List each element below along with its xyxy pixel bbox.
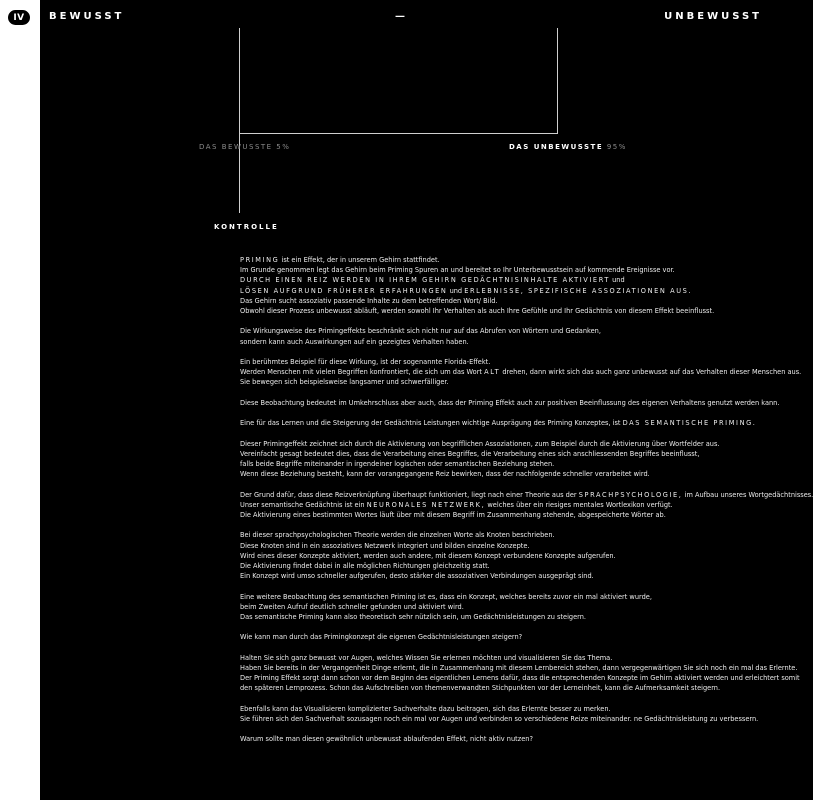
paragraph-8	[240, 530, 790, 581]
unconscious-label	[509, 143, 627, 151]
paragraph-13	[240, 734, 790, 744]
text: Der Grund dafür, dass diese Reizverknüpfung überhaupt funktioniert, liegt nach einer Theorie aus der	[240, 490, 577, 499]
text-line: Obwohl dieser Prozess unbewusst abläuft, werden sowohl Ihr Verhalten als auch Ihre Gefühle und Ihr Gedächtnis von diesem Effekt beeinflusst.	[240, 307, 715, 316]
emphasis: LÖSEN AUFGRUND FRÜHERER ERFAHRUNGEN	[240, 286, 448, 295]
header-left-title: BEWUSST	[49, 11, 125, 22]
text: Unser semantische Gedächtnis ist ein	[240, 500, 365, 509]
text-line: Im Grunde genommen legt das Gehirn beim Priming Spuren an und bereitet so Ihr Unterbewusstsein auf kommende Ereignisse vor.	[240, 266, 675, 275]
text-line: Ebenfalls kann das Visualisieren komplizierter Sachverhalte dazu beitragen, sich das Erlernte besser zu merken.	[240, 704, 611, 713]
emphasis: PRIMING	[240, 256, 280, 264]
paragraph-1	[240, 255, 790, 316]
control-label: KONTROLLE	[214, 223, 279, 231]
article-body	[240, 255, 813, 755]
text-line: Diese Knoten sind in ein assoziatives Netzwerk integriert und bilden einzelne Konzepte.	[240, 541, 530, 550]
text-line: beim Zweiten Aufruf deutlich schneller gefunden und aktiviert wird.	[240, 602, 464, 611]
text-line	[240, 286, 790, 296]
text-line: Die Aktivierung findet dabei in alle möglichen Richtungen gleichzeitig statt.	[240, 561, 490, 570]
header-dash: —	[395, 11, 405, 22]
text-line: Wie kann man durch das Primingkonzept die eigenen Gedächtnisleistungen steigern?	[240, 633, 523, 642]
text: und	[447, 286, 465, 295]
emphasis: DAS SEMANTISCHE PRIMING.	[622, 419, 757, 428]
unconscious-percent: 95%	[606, 143, 627, 151]
text-line: Vereinfacht gesagt bedeutet dies, dass die Verarbeitung eines Begriffes, die Verarbeitung eines sich anschliessenden Begriffes beeinflusst,	[240, 449, 700, 458]
text-line: sondern kann auch Auswirkungen auf ein gezeigtes Verhalten haben.	[240, 337, 469, 346]
diagram-left-line	[239, 28, 240, 213]
text-line: Haben Sie bereits in der Vergangenheit Dinge erlernt, die in Zusammenhang mit diesem Lernbereich stehen, dann vergegenwärtigen Sie sich noch ein mal das Erlernte.	[240, 663, 798, 672]
diagram-right-line	[557, 28, 558, 133]
text: ist ein Effekt, der in unserem Gehirn stattfindet.	[279, 256, 440, 264]
text-line: den späteren Lernprozess. Schon das Aufschreiben von themenverwandten Stichpunkten vor der Lerneinheit, kann die Aufmerksamkeit steigern.	[240, 684, 721, 693]
emphasis: NEURONALES NETZWERK,	[366, 500, 486, 509]
conscious-label: DAS BEWUSSTE 5%	[199, 143, 291, 151]
diagram-bottom-line	[239, 133, 558, 134]
text-line: Ein berühmtes Beispiel für diese Wirkung, ist der sogenannte Florida-Effekt.	[240, 358, 491, 366]
text-line	[240, 418, 790, 428]
text-line	[240, 500, 790, 510]
text-line	[240, 490, 813, 500]
text-line: Das Gehirn sucht assoziativ passende Inhalte zu dem betreffenden Wort/ Bild.	[240, 296, 498, 305]
text-line: Die Aktivierung eines bestimmten Wortes läuft über mit diesem Begriff im Zusammenhang stehende, abgespeicherte Wörter ab.	[240, 510, 666, 519]
text-line: Sie bewegen sich beispielsweise langsamer und schwerfälliger.	[240, 378, 449, 387]
text-line: Ein Konzept wird umso schneller aufgerufen, desto stärker die assoziativen Verbindungen ausgeprägt sind.	[240, 572, 594, 581]
paragraph-12	[240, 704, 790, 724]
text-line: Sie führen sich den Sachverhalt sozusagen noch ein mal vor Augen und verbinden so verschiedene Reize miteinander. ne Gedächtnisleistung zu verbessern.	[240, 714, 759, 723]
paragraph-7	[240, 490, 813, 521]
text: drehen, dann wirkt sich das auch ganz unbewusst auf das Verhalten dieser Menschen aus.	[502, 368, 802, 377]
paragraph-6	[240, 439, 790, 480]
header-right-title: UNBEWUSST	[664, 11, 762, 22]
text-line: Wird eines dieser Konzepte aktiviert, werden auch andere, mit diesem Konzept verbundene Konzepte aufgerufen.	[240, 551, 616, 560]
emphasis: ALT	[484, 368, 501, 377]
paragraph-9	[240, 592, 790, 623]
left-margin-strip	[0, 0, 40, 800]
text-line: Halten Sie sich ganz bewusst vor Augen, welches Wissen Sie erlernen möchten und visualisieren Sie das Thema.	[240, 653, 613, 662]
text-line	[240, 275, 790, 285]
text-line: Das semantische Priming kann also theoretisch sehr nützlich sein, um Gedächtnisleistungen zu steigern.	[240, 612, 587, 621]
unconscious-label-text: DAS UNBEWUSSTE	[509, 143, 604, 151]
text-line: Bei dieser sprachpsychologischen Theorie werden die einzelnen Worte als Knoten beschrieben.	[240, 531, 555, 540]
paragraph-5	[240, 418, 790, 428]
paragraph-11	[240, 653, 800, 694]
text-line	[240, 255, 790, 265]
text: im Aufbau unseres Wortgedächtnisses.	[684, 490, 813, 499]
text: Eine für das Lernen und die Steigerung der Gedächtnis Leistungen wichtige Ausprägung des Priming Konzeptes, ist	[240, 419, 621, 428]
paragraph-4	[240, 398, 790, 408]
text: welches über ein riesiges mentales Wortlexikon verfügt.	[487, 500, 673, 509]
chapter-badge: IV	[8, 10, 30, 25]
text-line: Der Priming Effekt sorgt dann schon vor dem Beginn des eigentlichen Lernens dafür, dass die entsprechenden Konzepte im Gehirn aktiviert werden und erleichtert somit	[240, 674, 800, 683]
emphasis: ERLEBNISSE, SPEZIFISCHE ASSOZIATIONEN AUS.	[464, 286, 693, 295]
text-line: Dieser Primingeffekt zeichnet sich durch die Aktivierung von begrifflichen Assoziationen, zum Beispiel durch die Aktivierung über Wortfelder aus.	[240, 439, 720, 448]
paragraph-2	[240, 326, 790, 346]
text-line: Diese Beobachtung bedeutet im Umkehrschluss aber auch, dass der Priming Effekt auch zur positiven Beeinflussung des eigenen Verhaltens genutzt werden kann.	[240, 398, 780, 407]
emphasis: SPRACHPSYCHOLOGIE,	[578, 490, 683, 499]
paragraph-10	[240, 632, 790, 642]
emphasis: DURCH EINEN REIZ WERDEN IN IHREM GEHIRN GEDÄCHTNISINHALTE AKTIVIERT	[240, 276, 611, 285]
text-line: Wenn diese Beziehung besteht, kann der vorangegangene Reiz bewirken, dass der nachfolgende schneller verarbeitet wird.	[240, 470, 650, 479]
text-line: Die Wirkungsweise des Primingeffekts beschränkt sich nicht nur auf das Abrufen von Wörtern und Gedanken,	[240, 327, 601, 336]
text-line	[240, 367, 802, 377]
text: Werden Menschen mit vielen Begriffen konfrontiert, die sich um das Wort	[240, 368, 482, 377]
text-line: Warum sollte man diesen gewöhnlich unbewusst ablaufenden Effekt, nicht aktiv nutzen?	[240, 735, 533, 744]
paragraph-3	[240, 357, 802, 388]
text-line: Eine weitere Beobachtung des semantischen Priming ist es, dass ein Konzept, welches bereits zuvor ein mal aktiviert wurde,	[240, 592, 652, 601]
text: und	[610, 276, 625, 285]
text-line: falls beide Begriffe miteinander in irgendeiner logischen oder semantischen Beziehung stehen.	[240, 459, 555, 468]
